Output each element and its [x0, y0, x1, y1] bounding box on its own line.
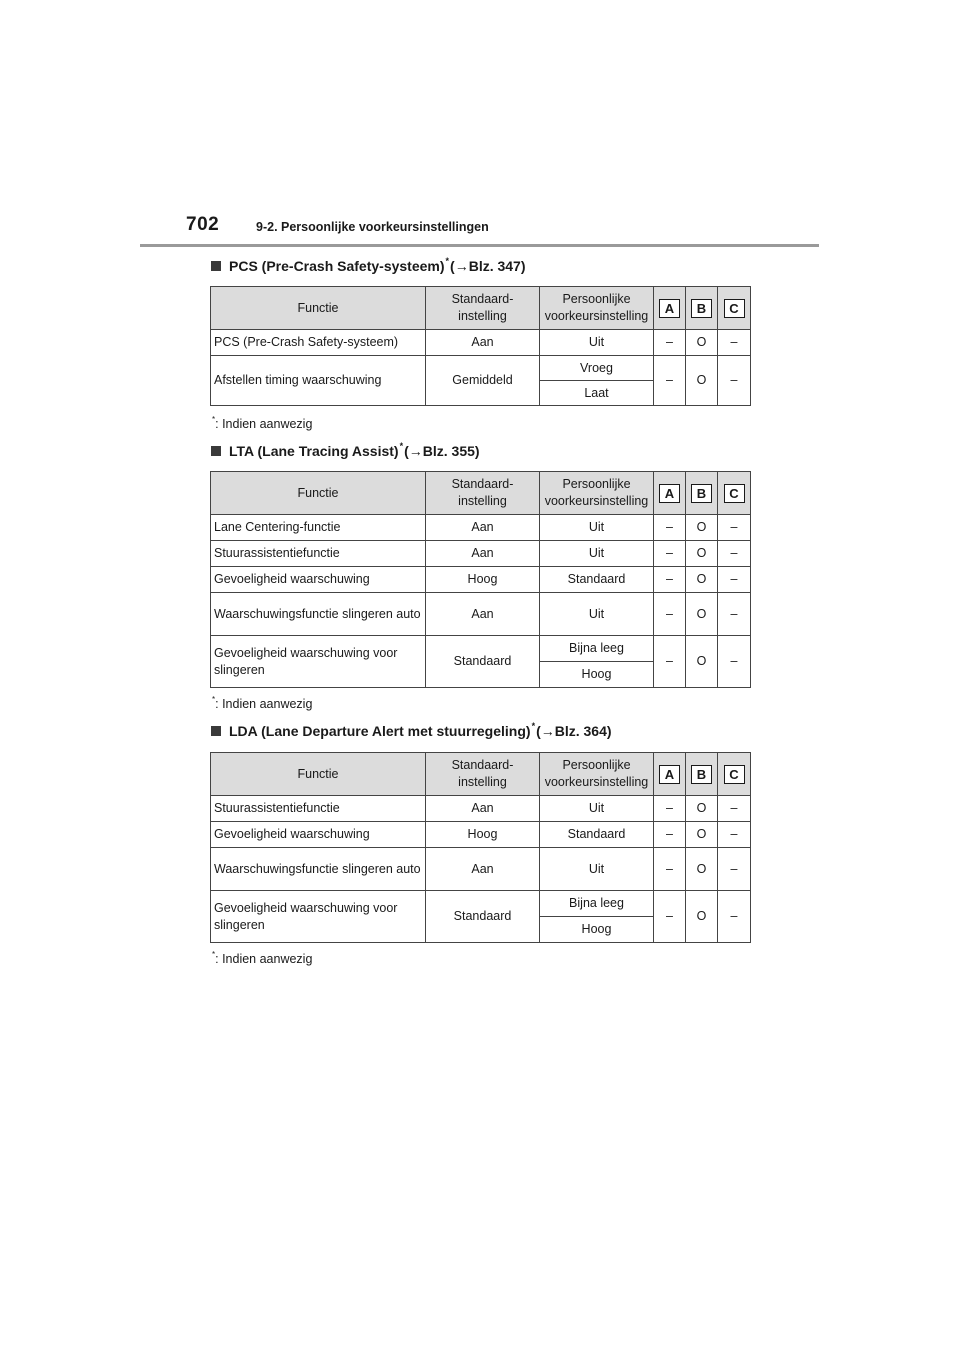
letter-a-icon: A: [659, 484, 680, 503]
letter-a-icon: A: [659, 765, 680, 784]
cell-custom: Uit: [540, 330, 654, 356]
cell-b: O: [686, 636, 718, 688]
cell-function: Gevoeligheid waarschuwing voor slingeren: [211, 636, 426, 688]
table-header-row: [211, 753, 751, 796]
letter-a-icon: A: [659, 299, 680, 318]
header-custom: Persoonlijke voorkeursinstelling: [540, 472, 654, 515]
cell-c: –: [718, 891, 751, 943]
header-c: [718, 287, 751, 330]
cell-c: –: [718, 636, 751, 688]
table-row: [211, 567, 751, 593]
cell-a: –: [654, 822, 686, 848]
cell-function: Waarschuwingsfunctie slingeren auto: [211, 848, 426, 891]
cell-c: –: [718, 848, 751, 891]
cell-default: Aan: [426, 541, 540, 567]
cell-c: –: [718, 356, 751, 406]
square-bullet-icon: [211, 261, 221, 271]
cell-custom: Uit: [540, 541, 654, 567]
cell-function: Lane Centering-functie: [211, 515, 426, 541]
settings-table-pcs: [210, 286, 751, 406]
square-bullet-icon: [211, 726, 221, 736]
table-row: [211, 593, 751, 636]
cell-a: –: [654, 541, 686, 567]
cell-custom: Uit: [540, 593, 654, 636]
cell-c: –: [718, 796, 751, 822]
cell-a: –: [654, 567, 686, 593]
section-title-lta: LTA (Lane Tracing Assist) * (→Blz. 355): [211, 443, 480, 459]
section-title-pcs: PCS (Pre-Crash Safety-systeem) * (→Blz. 347): [211, 258, 526, 274]
cell-default: Standaard: [426, 891, 540, 943]
cell-default: Aan: [426, 515, 540, 541]
header-custom: Persoonlijke voorkeursinstelling: [540, 287, 654, 330]
table-header-row: [211, 472, 751, 515]
header-a: [654, 472, 686, 515]
cell-c: –: [718, 593, 751, 636]
cell-a: –: [654, 593, 686, 636]
header-c: [718, 472, 751, 515]
cell-function: Stuurassistentiefunctie: [211, 796, 426, 822]
cell-default: Aan: [426, 796, 540, 822]
letter-b-icon: B: [691, 484, 712, 503]
table-header-row: [211, 287, 751, 330]
cell-function: Gevoeligheid waarschuwing: [211, 567, 426, 593]
cell-default: Aan: [426, 593, 540, 636]
header-default: Standaard- instelling: [426, 472, 540, 515]
letter-b-icon: B: [691, 765, 712, 784]
cell-custom: Bijna leeg: [540, 891, 654, 917]
cell-default: Hoog: [426, 822, 540, 848]
cell-custom: Vroeg: [540, 356, 654, 381]
header-default: Standaard- instelling: [426, 753, 540, 796]
table-row: [211, 541, 751, 567]
cell-custom: Uit: [540, 796, 654, 822]
cell-a: –: [654, 356, 686, 406]
cell-c: –: [718, 822, 751, 848]
cell-function: Gevoeligheid waarschuwing voor slingeren: [211, 891, 426, 943]
section-title-lda: LDA (Lane Departure Alert met stuurregeling) * (→Blz. 364): [211, 723, 612, 739]
cell-custom: Uit: [540, 515, 654, 541]
cell-default: Aan: [426, 848, 540, 891]
cell-default: Standaard: [426, 636, 540, 688]
table-row: [211, 330, 751, 356]
header-default: Standaard- instelling: [426, 287, 540, 330]
chapter-title: 9-2. Persoonlijke voorkeursinstellingen: [256, 220, 489, 234]
header-custom: Persoonlijke voorkeursinstelling: [540, 753, 654, 796]
cell-function: Stuurassistentiefunctie: [211, 541, 426, 567]
header-b: [686, 753, 718, 796]
footnote-lta: *: Indien aanwezig: [212, 695, 313, 711]
cell-b: O: [686, 796, 718, 822]
cell-default: Gemiddeld: [426, 356, 540, 406]
table-row: [211, 356, 751, 381]
square-bullet-icon: [211, 446, 221, 456]
cell-b: O: [686, 356, 718, 406]
settings-table-lda: [210, 752, 751, 943]
cell-custom: Hoog: [540, 917, 654, 943]
header-c: [718, 753, 751, 796]
cell-custom: Standaard: [540, 567, 654, 593]
cell-a: –: [654, 636, 686, 688]
cell-a: –: [654, 330, 686, 356]
cell-function: PCS (Pre-Crash Safety-systeem): [211, 330, 426, 356]
letter-c-icon: C: [724, 765, 745, 784]
cell-b: O: [686, 822, 718, 848]
cell-b: O: [686, 593, 718, 636]
cell-custom: Hoog: [540, 662, 654, 688]
footnote-pcs: *: Indien aanwezig: [212, 415, 313, 431]
cell-default: Aan: [426, 330, 540, 356]
cell-function: Gevoeligheid waarschuwing: [211, 822, 426, 848]
cell-a: –: [654, 848, 686, 891]
table-row: [211, 515, 751, 541]
cell-b: O: [686, 330, 718, 356]
cell-c: –: [718, 515, 751, 541]
cell-b: O: [686, 515, 718, 541]
header-a: [654, 753, 686, 796]
table-row: [211, 891, 751, 917]
table-row: [211, 848, 751, 891]
cell-a: –: [654, 891, 686, 943]
header-a: [654, 287, 686, 330]
cell-function: Waarschuwingsfunctie slingeren auto: [211, 593, 426, 636]
header-b: [686, 472, 718, 515]
cell-b: O: [686, 848, 718, 891]
table-row: [211, 822, 751, 848]
cell-c: –: [718, 541, 751, 567]
cell-a: –: [654, 796, 686, 822]
header-function: Functie: [211, 753, 426, 796]
cell-b: O: [686, 567, 718, 593]
header-function: Functie: [211, 472, 426, 515]
cell-custom: Uit: [540, 848, 654, 891]
header-rule: [140, 244, 819, 247]
cell-custom: Standaard: [540, 822, 654, 848]
table-row: [211, 796, 751, 822]
cell-default: Hoog: [426, 567, 540, 593]
header-function: Functie: [211, 287, 426, 330]
footnote-lda: *: Indien aanwezig: [212, 950, 313, 966]
letter-b-icon: B: [691, 299, 712, 318]
page-number: 702: [186, 214, 220, 235]
cell-function: Afstellen timing waarschuwing: [211, 356, 426, 406]
letter-c-icon: C: [724, 299, 745, 318]
header-b: [686, 287, 718, 330]
cell-custom: Bijna leeg: [540, 636, 654, 662]
cell-custom: Laat: [540, 381, 654, 406]
letter-c-icon: C: [724, 484, 745, 503]
settings-table-lta: [210, 471, 751, 688]
cell-c: –: [718, 567, 751, 593]
table-row: [211, 636, 751, 662]
cell-b: O: [686, 891, 718, 943]
cell-c: –: [718, 330, 751, 356]
cell-b: O: [686, 541, 718, 567]
cell-a: –: [654, 515, 686, 541]
